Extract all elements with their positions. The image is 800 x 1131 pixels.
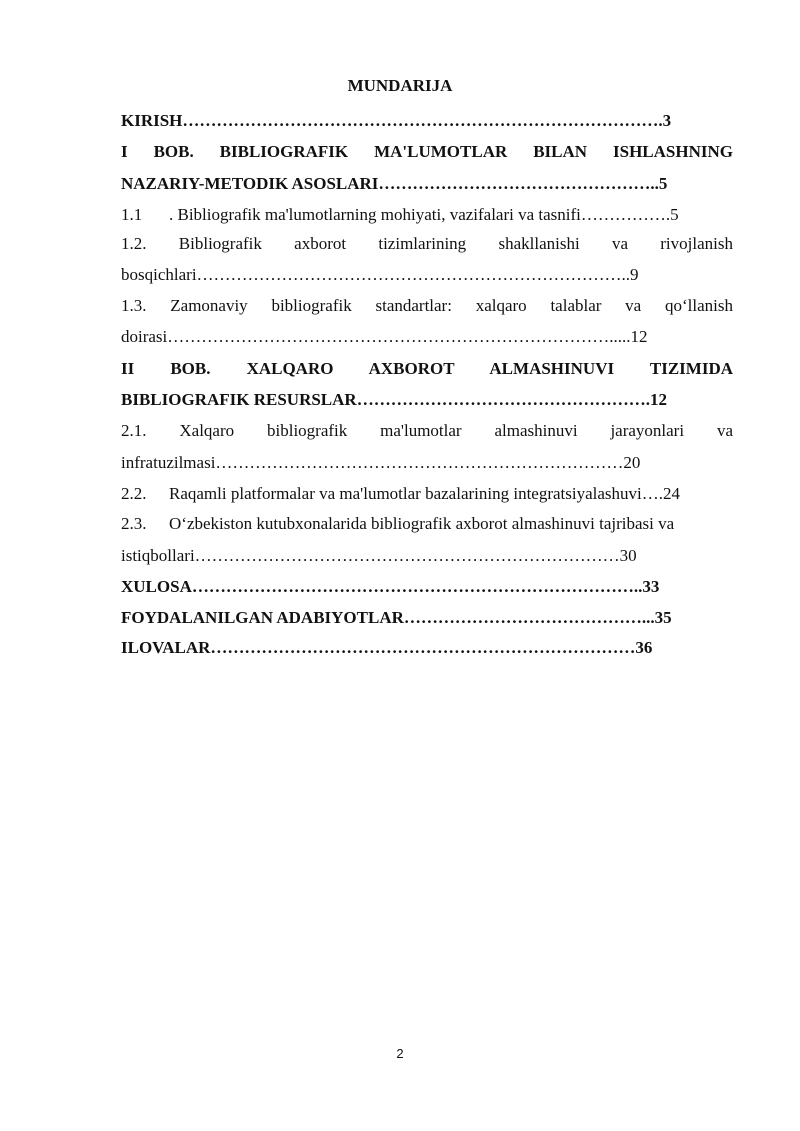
toc-entry-1-1-text: . Bibliografik ma'lumotlarning mohiyati, vazifalari va tasnifi…………….5 xyxy=(169,205,679,224)
toc-entry-bob1-line2: NAZARIY-METODIK ASOSLARI…………………………………………..5 xyxy=(121,174,668,193)
toc-entry-1-2-line1: 1.2. Bibliografik axborot tizimlarining shakllanishi va rivojlanish xyxy=(121,234,733,253)
toc-entry-2-2-number: 2.2. xyxy=(121,484,147,503)
toc-entry-kirish: KIRISH………………………………………………………………………….3 xyxy=(121,111,672,130)
toc-entry-1-1-number: 1.1 xyxy=(121,205,143,224)
page-number: 2 xyxy=(396,1046,404,1061)
toc-entry-1-3-line2: doirasi…………………………………………………………………….....12 xyxy=(121,327,648,346)
toc-entry-2-1-line2: infratuzilmasi………………………………………………………………20 xyxy=(121,453,641,472)
toc-entry-2-3-number: 2.3. xyxy=(121,514,147,533)
toc-entry-2-3-text: O‘zbekiston kutubxonalarida bibliografik axborot almashinuvi tajribasi va xyxy=(169,514,675,533)
toc-entry-bob2-line2: BIBLIOGRAFIK RESURSLAR…………………………………………….12 xyxy=(121,390,667,409)
toc-entry-1-1 xyxy=(121,204,733,226)
toc-entry-2-3-line2: istiqbollari…………………………………………………………………30 xyxy=(121,546,637,565)
toc-entry-bob2-line1: II BOB. XALQARO AXBOROT ALMASHINUVI TIZIMIDA xyxy=(121,359,733,378)
toc-entry-xulosa: XULOSA……………………………………………………………………..33 xyxy=(121,577,660,596)
toc-entry-adabiyotlar: FOYDALANILGAN ADABIYOTLAR……………………………………...35 xyxy=(121,608,672,627)
toc-entry-bob1-line1: I BOB. BIBLIOGRAFIK MA'LUMOTLAR BILAN ISHLASHNING xyxy=(121,142,733,161)
toc-entry-2-2-text: Raqamli platformalar va ma'lumotlar bazalarining integratsiyalashuvi….24 xyxy=(169,484,681,503)
toc-entry-2-1-line1: 2.1. Xalqaro bibliografik ma'lumotlar almashinuvi jarayonlari va xyxy=(121,421,733,440)
page-title: MUNDARIJA xyxy=(347,76,453,95)
toc-entry-2-2 xyxy=(121,483,733,505)
toc-entry-1-3-line1: 1.3. Zamonaviy bibliografik standartlar: xalqaro talablar va qo‘llanish xyxy=(121,296,733,315)
toc-entry-2-3-line1 xyxy=(121,513,733,535)
toc-entry-1-2-line2: bosqichlari…………………………………………………………………..9 xyxy=(121,265,639,284)
toc-entry-ilovalar: ILOVALAR…………………………………………………………………36 xyxy=(121,638,653,657)
